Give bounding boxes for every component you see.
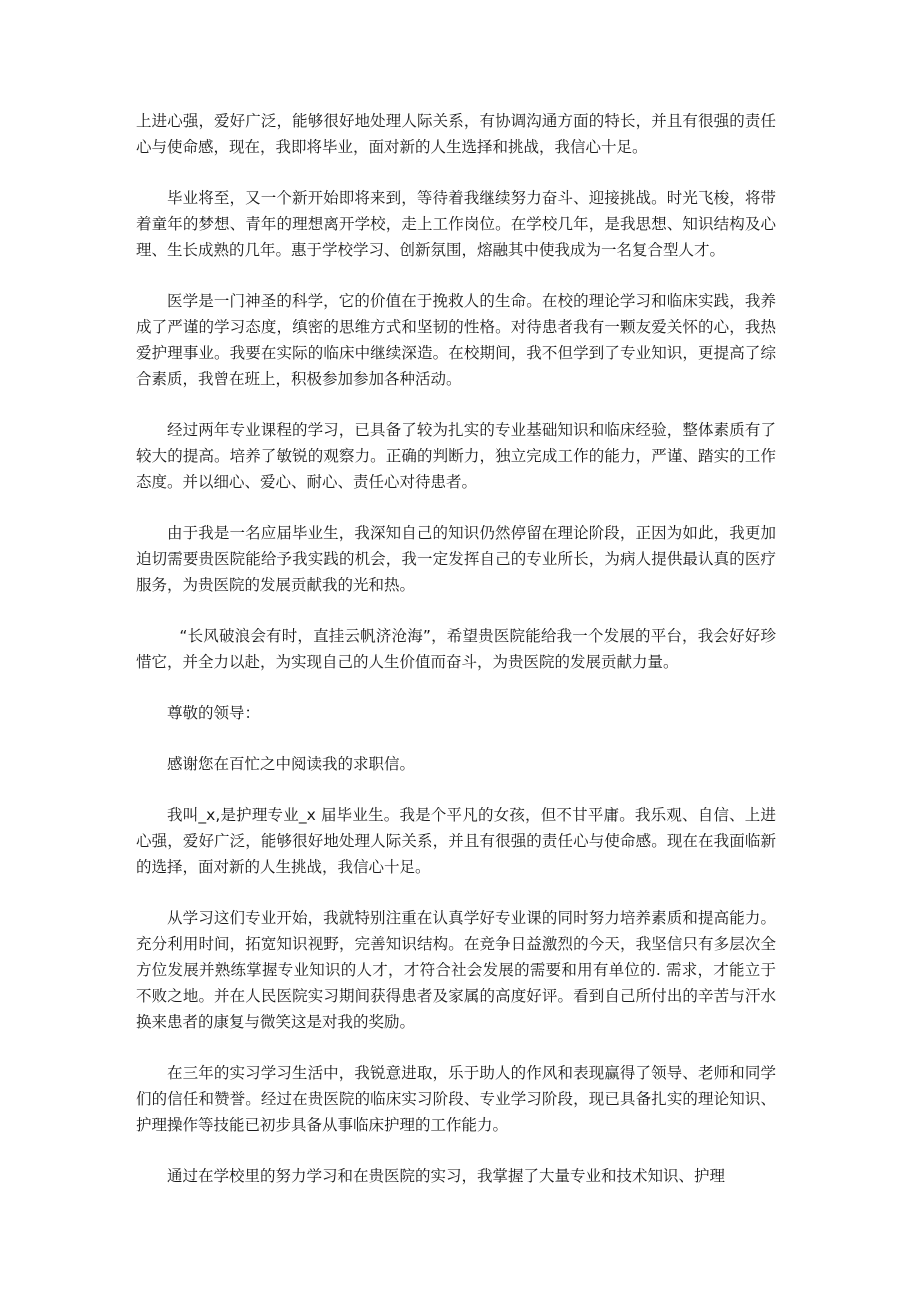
paragraph-intro: 我叫_x,是护理专业_x 届毕业生。我是个平凡的女孩，但不甘平庸。我乐观、自信、上进心强，爱好广泛，能够很好地处理人际关系，并且有很强的责任心与使命感。现在在我面临新的选择，面对新的人生挑战，我信心十足。 — [136, 806, 776, 876]
paragraph-5: 由于我是一名应届毕业生，我深知自己的知识仍然停留在理论阶段，正因为如此，我更加迫切需要贵医院能给予我实践的机会，我一定发挥自己的专业所长，为病人提供最认真的医疗服务，为贵医院的发展贡献我的光和热。 — [136, 524, 776, 594]
paragraph-2: 毕业将至，又一个新开始即将来到，等待着我继续努力奋斗、迎接挑战。时光飞梭，将带着童年的梦想、青年的理想离开学校，走上工作岗位。在学校几年，是我思想、知识结构及心理、生长成熟的几年。惠于学校学习、创新氛围，熔融其中使我成为一名复合型人才。 — [136, 189, 776, 259]
paragraph-final: 通过在学校里的努力学习和在贵医院的实习，我掌握了大量专业和技术知识、护理 — [167, 1167, 726, 1185]
salutation: 尊敬的领导： — [167, 704, 261, 722]
paragraph-1: 上进心强，爱好广泛，能够很好地处理人际关系，有协调沟通方面的特长，并且有很强的责任心与使命感，现在，我即将毕业，面对新的人生选择和挑战，我信心十足。 — [136, 112, 776, 156]
paragraph-6-quote: “长风破浪会有时，直挂云帆济沧海”，希望贵医院能给我一个发展的平台，我会好好珍惜它，并全力以赴，为实现自己的人生价值而奋斗，为贵医院的发展贡献力量。 — [136, 627, 776, 671]
document-page — [136, 108, 776, 1189]
paragraph-internship: 在三年的实习学习生活中，我锐意进取，乐于助人的作风和表现赢得了领导、老师和同学们的信任和赞誉。经过在贵医院的临床实习阶段、专业学习阶段，现已具备扎实的理论知识、护理操作等技能已初步具备从事临床护理的工作能力。 — [136, 1064, 776, 1134]
paragraph-4: 经过两年专业课程的学习，已具备了较为扎实的专业基础知识和临床经验，整体素质有了较大的提高。培养了敏锐的观察力。正确的判断力，独立完成工作的能力，严谨、踏实的工作态度。并以细心、爱心、耐心、责任心对待患者。 — [136, 421, 776, 491]
paragraph-3: 医学是一门神圣的科学，它的价值在于挽救人的生命。在校的理论学习和临床实践，我养成了严谨的学习态度，缜密的思维方式和坚韧的性格。对待患者我有一颗友爱关怀的心，我热爱护理事业。我要在实际的临床中继续深造。在校期间，我不但学到了专业知识，更提高了综合素质，我曾在班上，积极参加参加各种活动。 — [136, 292, 776, 388]
paragraph-study: 从学习这们专业开始，我就特别注重在认真学好专业课的同时努力培养素质和提高能力。充分利用时间，拓宽知识视野，完善知识结构。在竞争日益激烈的今天，我坚信只有多层次全方位发展并熟练掌握专业知识的人才，才符合社会发展的需要和用有单位的. 需求，才能立于不败之地。并在人民医院实习期间获得患者及家属的高度好评。看到自己所付出的辛苦与汗水换来患者的康复与微笑这是对我的奖励。 — [136, 909, 776, 1031]
paragraph-thanks: 感谢您在百忙之中阅读我的求职信。 — [167, 755, 416, 773]
